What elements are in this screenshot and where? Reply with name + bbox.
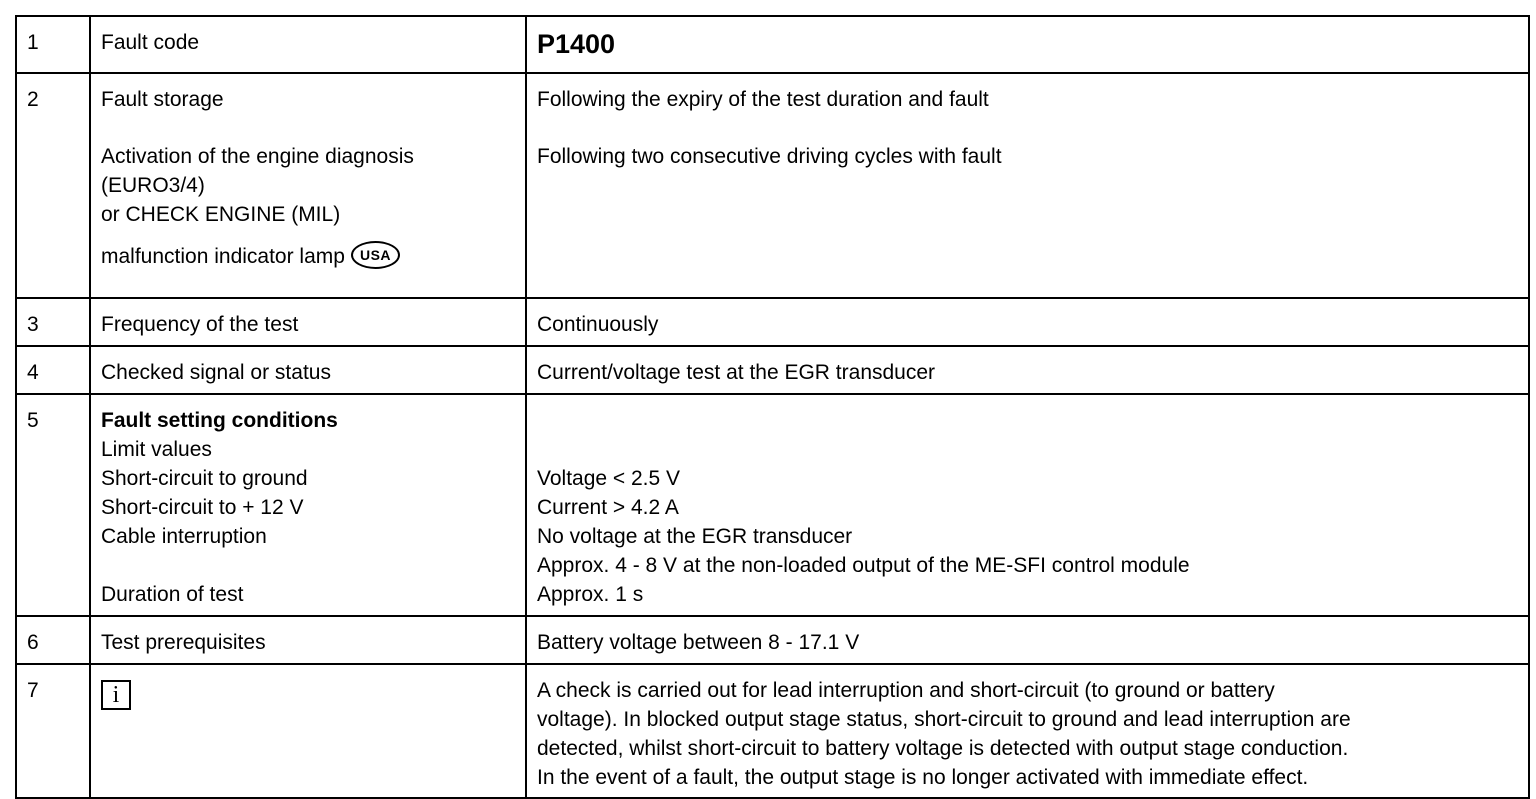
row-number: 2: [16, 73, 90, 298]
row-label: Test prerequisites: [90, 616, 526, 664]
fault-setting-heading: Fault setting conditions: [101, 409, 338, 432]
row-value: Following the expiry of the test duration and fault Following two consecutive driving cycles with fault: [526, 73, 1529, 298]
row-value: Current/voltage test at the EGR transducer: [526, 346, 1529, 394]
row-label: Checked signal or status: [90, 346, 526, 394]
row-number: 5: [16, 394, 90, 616]
row-value: A check is carried out for lead interruption and short-circuit (to ground or battery voltage). In blocked output stage status, short-circuit to ground and lead interruption are detected, whilst short-circuit to battery voltage is detected with output stage conduction. In the event of a fault, the output stage is no longer activated with immediate effect.: [526, 664, 1529, 798]
row-label: Fault setting conditions Limit values Short-circuit to ground Short-circuit to + 12 V Cable interruption Duration of test: [90, 394, 526, 616]
table-row: [16, 16, 1529, 73]
info-icon: i: [101, 680, 131, 710]
table-row: [16, 394, 1529, 616]
row-number: 3: [16, 298, 90, 346]
row-label: [90, 664, 526, 798]
row-number: 7: [16, 664, 90, 798]
table-row: [16, 73, 1529, 298]
row-value: Voltage < 2.5 V Current > 4.2 A No voltage at the EGR transducer Approx. 4 - 8 V at the non-loaded output of the ME-SFI control module Approx. 1 s: [526, 394, 1529, 616]
row-value: Battery voltage between 8 - 17.1 V: [526, 616, 1529, 664]
usa-badge: USA: [351, 241, 400, 269]
row-label: Fault code: [90, 16, 526, 73]
row-number: 1: [16, 16, 90, 73]
fault-table: [15, 15, 1530, 799]
row-value: Continuously: [526, 298, 1529, 346]
table-row: [16, 664, 1529, 798]
row-label: Frequency of the test: [90, 298, 526, 346]
row-number: 4: [16, 346, 90, 394]
table-row: [16, 298, 1529, 346]
table-row: [16, 346, 1529, 394]
row-label: Fault storage Activation of the engine diagnosis (EURO3/4) or CHECK ENGINE (MIL) malfunction indicator lamp USA: [90, 73, 526, 298]
fault-code-value: P1400: [526, 16, 1529, 73]
table-row: [16, 616, 1529, 664]
row-number: 6: [16, 616, 90, 664]
